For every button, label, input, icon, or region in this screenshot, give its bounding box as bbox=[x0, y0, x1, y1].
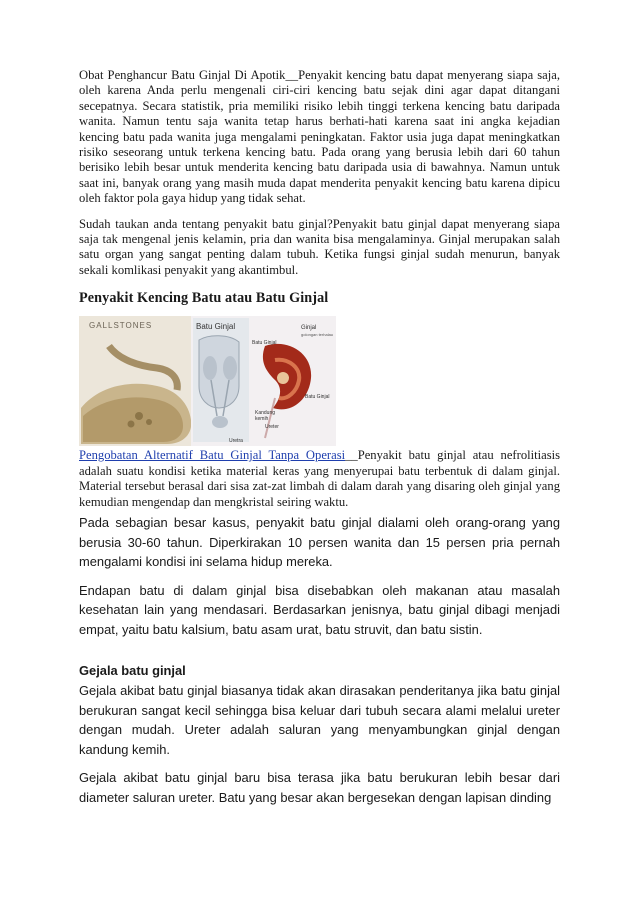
gallstones-label: GALLSTONES bbox=[89, 321, 153, 331]
ureter-label: Ureter bbox=[265, 424, 279, 431]
batu-ginjal-right-label: Batu Ginjal bbox=[305, 394, 330, 401]
kemih-label: kemih bbox=[255, 416, 269, 423]
intro-paragraph-1: Obat Penghancur Batu Ginjal Di Apotik__Penyakit kencing batu dapat menyerang siapa saja, oleh karena Anda perlu mengenali ciri-ciri kencing batu sejak dini agar dapat ditangani secepatnya. Secara statistik, pria memiliki risiko lebih tinggi terkena kencing batu daripada wanita. Namun tentu saja wanita tetap harus berhati-hati karena saat ini angka kejadian kencing batu pada wanita juga mengalami peningkatan. Faktor usia juga dapat meningkatkan risiko seseorang untuk terkena kencing batu. Pada orang yang berusia lebih dari 60 tahun berisiko lebih besar untuk menderita kencing batu daripada usia di bawahnya. Namun untuk saat ini, banyak orang yang masih muda dapat menderita penyakit kencing batu karena dipicu oleh faktor pola gaya hidup yang tidak sehat. bbox=[79, 68, 560, 206]
body-paragraph-6: Gejala akibat batu ginjal baru bisa terasa jika batu berukuran lebih besar dari diameter saluran ureter. Batu yang besar akan bergesekan dengan lapisan dinding bbox=[79, 770, 560, 806]
document-page bbox=[79, 68, 560, 808]
section-title: Penyakit Kencing Batu atau Batu Ginjal bbox=[79, 290, 329, 307]
batu-ginjal-small-label: Batu Ginjal bbox=[252, 340, 277, 347]
body-paragraph-4: Endapan batu di dalam ginjal bisa disebabkan oleh makanan atau masalah kesehatan lain yang mendasari. Berdasarkan jenisnya, batu ginjal dibagi menjadi empat, yaitu batu kalsium, batu asam urat, batu struvit, dan batu sistin. bbox=[79, 582, 560, 637]
kidney-stone-illustration bbox=[79, 316, 336, 446]
symptoms-heading: Gejala batu ginjal bbox=[79, 663, 186, 679]
body-paragraph-3: Pada sebagian besar kasus, penyakit batu ginjal dialami oleh orang-orang yang berusia 30-60 tahun. Diperkirakan 10 persen wanita dan 15 persen pria pernah mengalami kondisi ini selama hidup mereka. bbox=[79, 514, 560, 570]
uretra-label: Uretra bbox=[229, 438, 243, 445]
ginjal-sub-label: golongan terhalau bbox=[301, 332, 334, 338]
ginjal-label: Ginjal bbox=[301, 325, 317, 332]
batu-ginjal-header-label: Batu Ginjal bbox=[196, 322, 236, 332]
after-figure-paragraph bbox=[79, 448, 560, 510]
kandung-label: Kandung bbox=[255, 410, 276, 417]
alternative-treatment-link[interactable]: Pengobatan Alternatif Batu Ginjal Tanpa Operasi bbox=[79, 448, 346, 463]
intro-paragraph-2: Sudah taukan anda tentang penyakit batu ginjal?Penyakit batu ginjal dapat menyerang siapa saja tak mengenal jenis kelamin, pria dan wanita bisa mengalaminya. Ginjal merupakan salah satu organ yang sangat penting dalam tubuh. Ketika fungsi ginjal sudah menurun, banyak sekali komlikasi penyakit yang akantimbul. bbox=[79, 216, 560, 277]
after-figure-text: __Penyakit batu ginjal atau nefrolitiasis adalah suatu kondisi ketika material keras yang menyerupai batu terbentuk di dalam ginjal. Material tersebut berasal dari sisa zat-zat limbah di dalam darah yang disaring oleh ginjal yang kemudian mengendap dan mengkristal seiring waktu. bbox=[79, 448, 561, 509]
body-paragraph-5: Gejala akibat batu ginjal biasanya tidak akan dirasakan penderitanya jika batu ginjal berukuran sangat kecil sehingga bisa keluar dari tubuh secara alami melalui ureter dengan mudah. Ureter adalah saluran yang menyambungkan ginjal dengan kandung kemih. bbox=[79, 683, 560, 757]
